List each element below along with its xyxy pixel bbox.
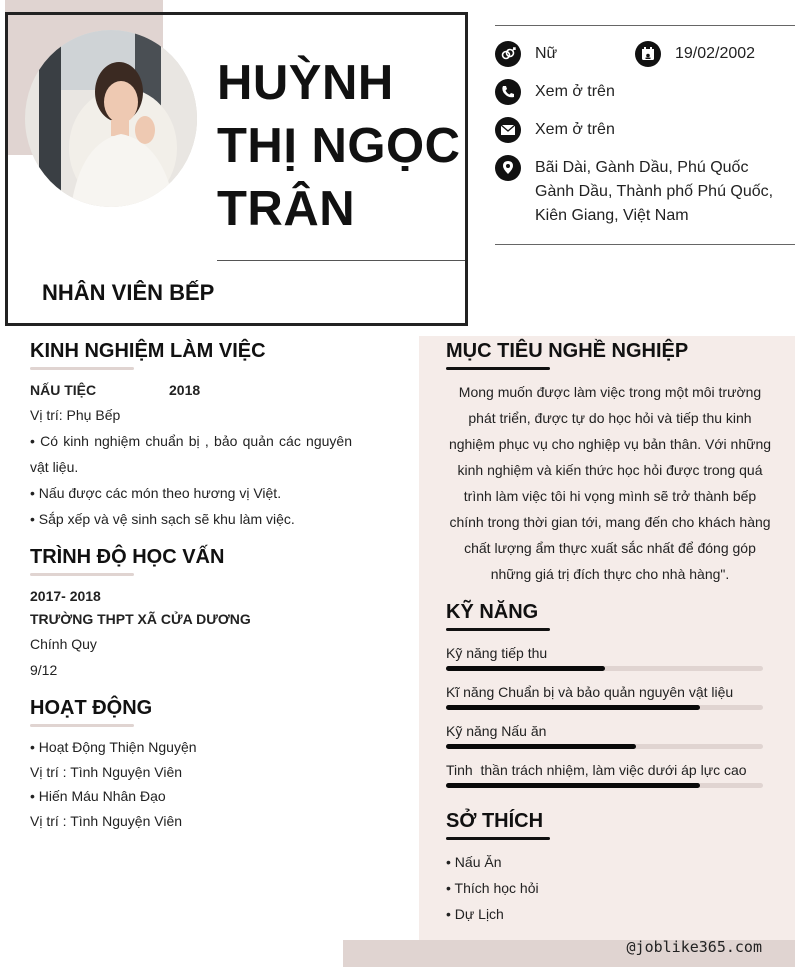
activity-line-3: • Hiến Máu Nhân Đạo <box>30 788 166 804</box>
profile-photo <box>25 30 197 207</box>
email-icon <box>495 117 521 143</box>
hobbies-title: SỞ THÍCH <box>446 810 544 832</box>
skill-bar-2 <box>446 705 763 710</box>
phone-value: Xem ở trên <box>535 83 615 100</box>
skill-bar-4 <box>446 783 763 788</box>
skill-fill-2 <box>446 705 700 710</box>
name-line-2: THỊ NGỌC <box>217 119 461 173</box>
address-value <box>535 156 773 228</box>
skill-label-2: Kĩ năng Chuẩn bị và bảo quản nguyên vật liệu <box>446 684 734 700</box>
skill-fill-1 <box>446 666 605 671</box>
objective-text: Mong muốn được làm việc trong một môi trường phát triển, được tự do học hỏi và tiếp thu kinh nghiệm phục vụ cho nghiệp vụ bản thân. Với những kinh nghiệm và kiến thức học hỏi được trong quá trình làm việc tôi hi vọng mình sẽ trở thành bếp chính trong thời gian tới, mang đến cho khách hàng chất lượng ẩm thực xuất sắc nhất để đóng góp những giá trị đích thực cho nhà hàng". <box>448 384 772 582</box>
education-type: Chính Quy <box>30 636 97 652</box>
skill-label-4: Tinh thần trách nhiệm, làm việc dưới áp lực cao <box>446 762 747 778</box>
experience-rule <box>30 367 134 370</box>
activity-line-4: Vị trí : Tình Nguyện Viên <box>30 813 183 829</box>
candidate-name <box>217 52 462 241</box>
calendar-icon <box>635 41 661 67</box>
footer-brand: @joblike365.com <box>626 938 762 956</box>
activity-line-2: Vị trí : Tình Nguyện Viên <box>30 764 183 780</box>
skill-bar-3 <box>446 744 763 749</box>
skill-label-1: Kỹ năng tiếp thu <box>446 645 548 661</box>
gender-value: Nữ <box>535 45 558 62</box>
experience-bullet-2: • Nấu được các món theo hương vị Việt. <box>30 485 282 501</box>
skill-fill-4 <box>446 783 700 788</box>
skill-bar-1 <box>446 666 763 671</box>
skill-label-3: Kỹ năng Nấu ăn <box>446 723 547 739</box>
contact-divider-top <box>495 25 795 26</box>
education-title: TRÌNH ĐỘ HỌC VẤN <box>30 546 225 568</box>
skill-fill-3 <box>446 744 636 749</box>
name-line-3: TRÂN <box>217 182 356 236</box>
experience-bullet-3: • Sắp xếp và vệ sinh sạch sẽ khu làm việc. <box>30 511 295 527</box>
experience-year: 2018 <box>169 382 201 398</box>
hobby-3: • Dự Lịch <box>446 906 504 922</box>
activities-title: HOẠT ĐỘNG <box>30 697 153 719</box>
education-rule <box>30 573 134 576</box>
experience-bullet-1: • Có kinh nghiệm chuẩn bị , bảo quản các nguyên vật liệu. <box>30 433 352 475</box>
address-line-1: Bãi Dài, Gành Dầu, Phú Quốc <box>535 159 749 176</box>
experience-title: KINH NGHIỆM LÀM VIỆC <box>30 340 266 362</box>
objective-rule <box>446 367 550 370</box>
contact-divider-bottom <box>495 244 795 245</box>
hobbies-rule <box>446 837 550 840</box>
address-line-3: Kiên Giang, Việt Nam <box>535 207 689 224</box>
experience-company: NẤU TIỆC <box>30 382 97 398</box>
education-grade: 9/12 <box>30 662 58 678</box>
skills-title: KỸ NĂNG <box>446 601 539 623</box>
activity-line-1: • Hoạt Động Thiện Nguyện <box>30 739 197 755</box>
education-years: 2017- 2018 <box>30 588 101 604</box>
hobby-1: • Nấu Ăn <box>446 854 502 870</box>
phone-icon <box>495 79 521 105</box>
profile-photo-image <box>25 30 197 207</box>
skills-rule <box>446 628 550 631</box>
birthdate-value: 19/02/2002 <box>675 45 756 62</box>
objective-title: MỤC TIÊU NGHỀ NGHIỆP <box>446 340 689 362</box>
location-icon <box>495 155 521 181</box>
name-line-1: HUỲNH <box>217 56 394 110</box>
address-line-2: Gành Dầu, Thành phố Phú Quốc, <box>535 183 774 200</box>
experience-position: Vị trí: Phụ Bếp <box>30 407 121 423</box>
name-divider <box>217 260 465 261</box>
job-title: NHÂN VIÊN BẾP <box>42 280 215 305</box>
activities-rule <box>30 724 134 727</box>
gender-icon <box>495 41 521 67</box>
email-value: Xem ở trên <box>535 121 615 138</box>
education-school: TRƯỜNG THPT XÃ CỬA DƯƠNG <box>30 611 251 627</box>
hobby-2: • Thích học hỏi <box>446 880 539 896</box>
